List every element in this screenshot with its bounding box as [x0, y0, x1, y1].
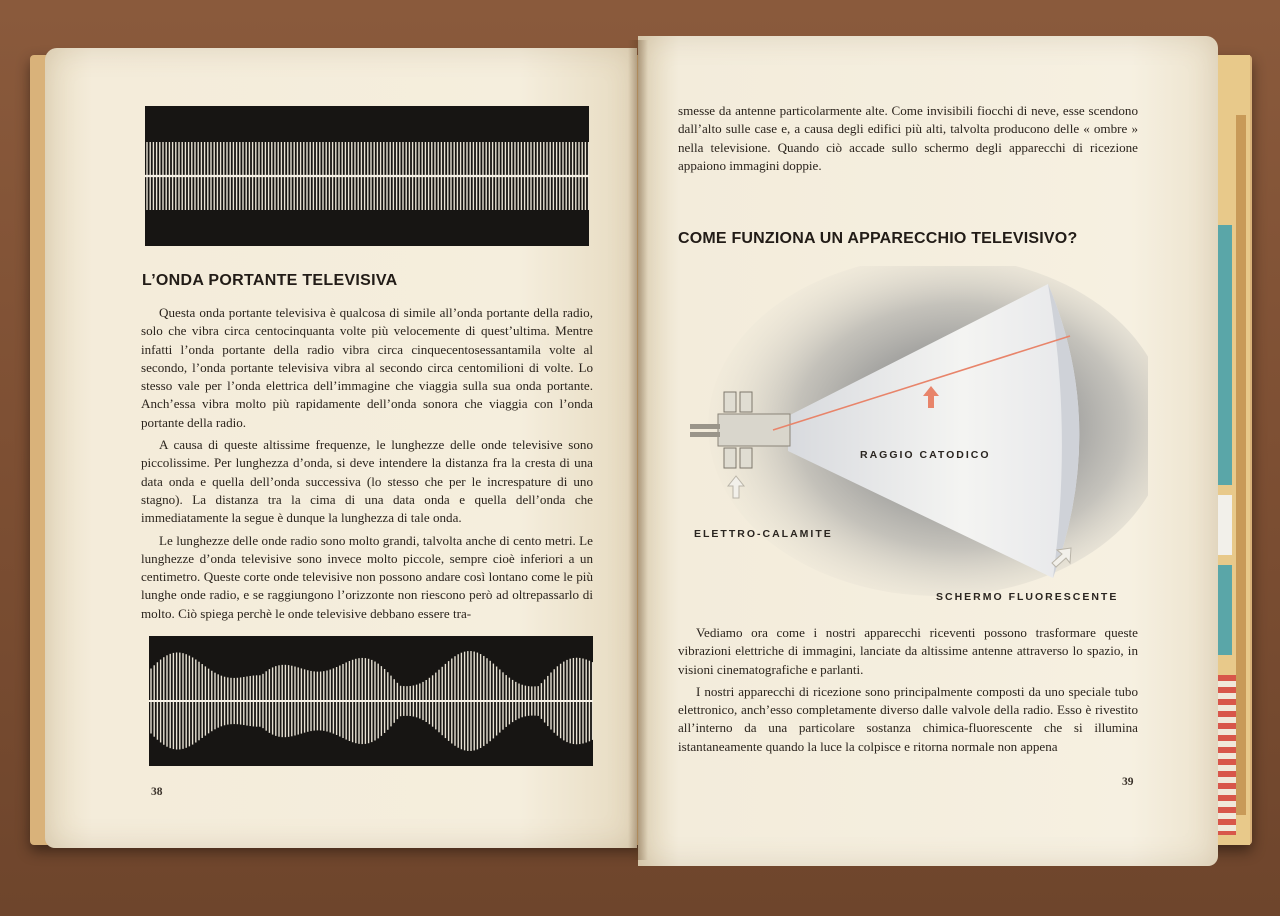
modulated-wave-graphic	[149, 636, 593, 766]
section-heading: COME FUNZIONA UN APPARECCHIO TELEVISIVO?	[678, 230, 1078, 247]
right-page	[638, 36, 1218, 866]
label-electromagnets: ELETTRO-CALAMITE	[694, 528, 833, 540]
paragraph: smesse da antenne particolarmente alte. Come invisibili fiocchi di neve, esse scendono dall’alto sulle case e, a causa degli edifici più alti, talvolta producono delle « ombre » nella televisione. Quando ciò accade sullo schermo degli apparecchi di ricezione appaiono immagini doppie.	[678, 103, 1138, 173]
page-number-left: 38	[151, 786, 163, 798]
book-gutter	[628, 40, 648, 860]
paragraph: A causa di queste altissime frequenze, le lunghezze delle onde televisive sono piccolissime. Per lunghezza d’onda, si deve intendere la distanza fra la cresta di una data onda e quella dell’onda successiva (lo stesso che per le increspature di uno stagno). La distanza tra la cima di una data onda e quella dell’onda che immediatamente la segue è dunque la lunghezza di tale onda.	[141, 437, 593, 526]
label-cathode-ray: RAGGIO CATODICO	[860, 449, 991, 461]
page-number-right: 39	[1122, 776, 1134, 788]
paragraph: Le lunghezze delle onde radio sono molto grandi, talvolta anche di cento metri. Le lunghezze d’onda televisive sono invece molto piccole, sempre cioè inferiori a un centimetro. Queste corte onde televisive non possono andare così lontano come le più lunghe onde radio, e se raggiungono l’orizzonte non riescono però ad oltrepassarlo di molto. Ciò spiega perchè le onde televisive debbano essere tra-	[141, 532, 593, 621]
paragraph: Vediamo ora come i nostri apparecchi riceventi possono trasformare queste vibrazioni elettriche di immagini, lanciate da altissime antenne attraverso lo spazio, in visioni cinematografiche e parlanti.	[678, 625, 1138, 677]
paragraph: Questa onda portante televisiva è qualcosa di simile all’onda portante della radio, solo che vibra circa centocinquanta volte più velocemente di quest’ultima. Mentre infatti l’onda portante della radio vibra circa cinquecentosessantamila volte al secondo, l’onda portante televisiva vibra al secondo circa centomilioni di volte. Lo stesso vale per l’onda elettrica dell’immagine che viaggia sulla sua onda portante. Anch’essa vibra molto più rapidamente dell’onda sonora che viaggia con l’onda portante della radio.	[141, 305, 593, 430]
carrier-wave-illustration	[145, 106, 589, 246]
label-fluorescent-screen: SCHERMO FLUORESCENTE	[936, 591, 1119, 603]
left-body-text	[141, 304, 593, 627]
section-heading: L’ONDA PORTANTE TELEVISIVA	[142, 272, 398, 289]
cathode-ray-tube-diagram	[678, 266, 1148, 606]
right-continuation-text	[678, 102, 1138, 179]
paragraph: I nostri apparecchi di ricezione sono principalmente composti da uno speciale tubo elettronico, anch’esso completamente diverso dalle valvole della radio. Esso è rivestito all’interno da una particolare sostanza chimica-fluorescente che si illumina istantaneamente quando la luce la colpisce e ritorna normale non appena	[678, 683, 1138, 754]
left-page	[45, 48, 637, 848]
modulated-wave-illustration	[149, 636, 593, 766]
crt-graphic	[678, 266, 1148, 606]
right-body-text	[678, 624, 1138, 760]
carrier-wave-graphic	[145, 106, 589, 246]
